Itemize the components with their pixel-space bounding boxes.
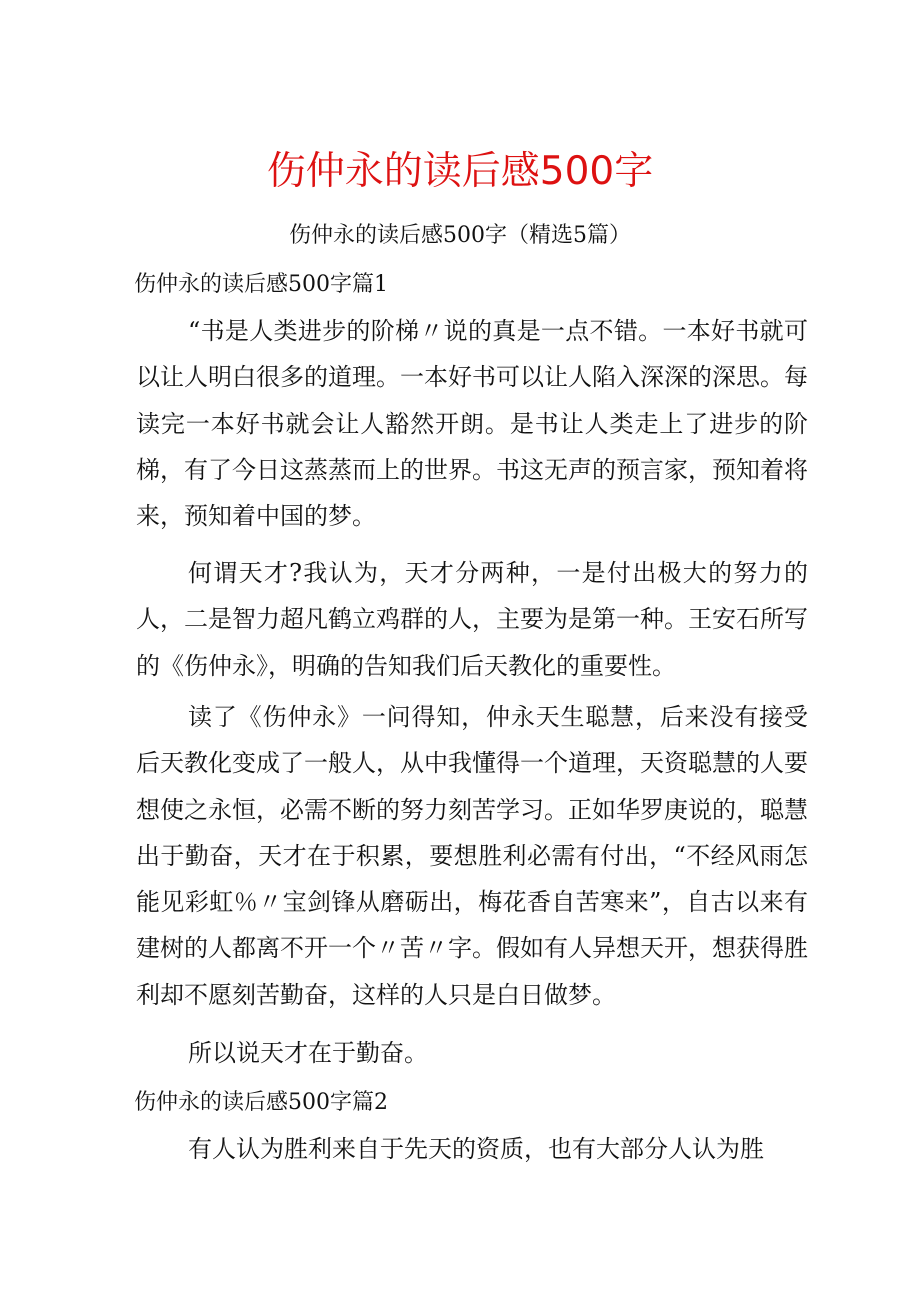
document-subtitle: 伤仲永的读后感500字（精选5篇） [289,223,631,248]
paragraph-2: 何谓天才?我认为，天才分两种，一是付出极大的努力的人，二是智力超凡鹤立鸡群的人，主要为是第一种。王安石所写的《伤仲永》，明确的告知我们后天教化的重要性。 [136,559,808,680]
document-title: 伤仲永的读后感500字 [266,149,654,194]
section-heading-2: 伤仲永的读后感500字篇2 [134,1090,388,1115]
paragraph-3: 读了《伤仲永》一问得知，仲永天生聪慧，后来没有接受后天教化变成了一般人，从中我懂得一个道理，天资聪慧的人要想使之永恒，必需不断的努力刻苦学习。正如华罗庚说的，聪慧出于勤奋，天才在于积累，要想胜利必需有付出，“不经风雨怎能见彩虹％〃宝剑锋从磨砺出，梅花香自苦寒来”，自古以来有建树的人都离不开一个〃苦〃字。假如有人异想天开，想获得胜利却不愿刻苦勤奋，这样的人只是白日做梦。 [136,703,808,1009]
paragraph-4: 所以说天才在于勤奋。 [188,1039,428,1067]
section-heading-1: 伤仲永的读后感500字篇1 [134,272,388,297]
paragraph-5: 有人认为胜利来自于先天的资质，也有大部分人认为胜 [188,1135,764,1163]
paragraph-1: “书是人类进步的阶梯〃说的真是一点不错。一本好书就可以让人明白很多的道理。一本好书可以让人陷入深深的深思。每读完一本好书就会让人豁然开朗。是书让人类走上了进步的阶梯，有了今日这蒸蒸而上的世界。书这无声的预言家，预知着将来，预知着中国的梦。 [136,317,808,531]
